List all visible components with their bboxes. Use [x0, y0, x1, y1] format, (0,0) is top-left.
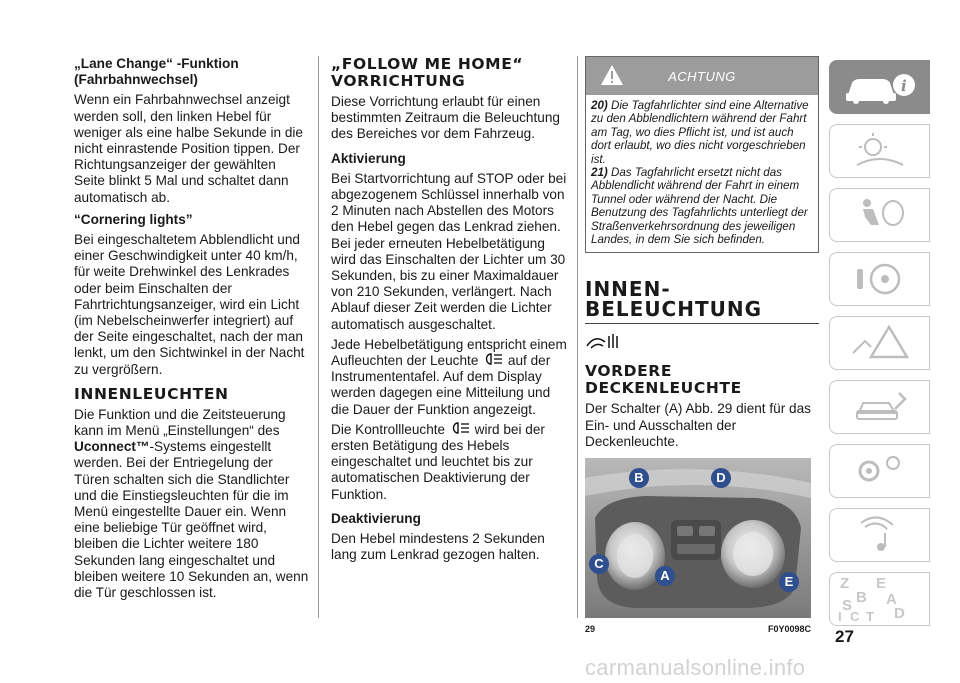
kontrollleuchte-text: Die Kontrollleuchte wird bei der ersten Betätigung des Hebels eingeschaltet und leuchtet bis zur automatischen Deaktivierung der Funktion.	[331, 421, 545, 502]
figure-number: 29	[585, 624, 596, 635]
tab-maintenance[interactable]	[829, 380, 930, 434]
tab-multimedia[interactable]	[829, 508, 930, 562]
music-note-icon	[845, 515, 915, 555]
warning-item-20: 20) Die Tagfahrlichter sind eine Alternative zu den Abblendlichtern während der Fahrt am Tag, wo dies Pflicht ist, und ist auch dort erlaubt, wo dies nicht vorgeschrieben ist.	[591, 99, 809, 166]
column-1	[74, 56, 310, 601]
column-2	[331, 56, 567, 563]
page-number: 27	[835, 627, 854, 646]
warning-header	[586, 57, 818, 95]
vordere-deckenleuchte-text: Der Schalter (A) Abb. 29 dient für das Ein- und Ausschalten der Deckenleuchte.	[585, 401, 811, 449]
aktivierung-heading: Aktivierung	[331, 150, 406, 166]
chapter-tabs	[829, 60, 928, 636]
cornering-text: Bei eingeschaltetem Abblendlicht und einer Geschwindigkeit unter 40 km/h, für weite Drehwinkel des Lenkrades oder beim Einschalten der Fahrtrichtungsanzeiger, wird ein Licht (im Nebelscheinwerfer integriert) auf der Seite eingeschaltet, nach der man lenkt, um den Sichtwinkel in der Nacht zu vergrößern.	[74, 232, 305, 377]
deaktivierung-text: Den Hebel mindestens 2 Sekunden lang zum Lenkrad gezogen halten.	[331, 531, 545, 563]
warning-label: ACHTUNG	[668, 69, 736, 84]
tab-dashboard[interactable]	[829, 124, 930, 178]
tab-emergency[interactable]	[829, 316, 930, 370]
figure-label-a: A	[655, 566, 675, 586]
tab-vehicle-info[interactable]	[829, 60, 930, 114]
svg-text:i: i	[900, 77, 907, 95]
tab-technical-data[interactable]	[829, 444, 930, 498]
innenleuchten-text: Die Funktion und die Zeitsteuerung kann im Menü „Einstellungen“ des Uconnect™-Systems eingestellt werden. Bei der Entriegelung der Türen schalten sich die Standlichter und die Einstiegsleuchten für die im Menü eingestellte Dauer ein. Wenn eine beliebige Tür geöffnet wird, bleiben die Lichter weitere 180 Sekunden lang eingeschaltet und bleiben weitere 10 Sekunden an, wenn die Tür geschlossen ist.	[74, 406, 309, 601]
column-divider-2	[577, 56, 578, 618]
figure-label-e: E	[779, 572, 799, 592]
warning-body	[586, 95, 818, 252]
warning-box	[585, 56, 819, 253]
headlight-icon	[449, 422, 471, 437]
car-maintenance-icon	[845, 387, 915, 427]
index-letter: T	[866, 609, 874, 624]
warning-triangle-icon	[845, 323, 915, 363]
headlight-icon	[482, 353, 504, 368]
lane-change-heading: „Lane Change“ -Funktion (Fahrbahnwechsel)	[74, 56, 239, 88]
warning-item-21: 21) Das Tagfahrlicht ersetzt nicht das Abblendlicht während der Fahrt in einem Tunnel oder während der Nacht. Die Benutzung des Tagfahrlichts unterliegt der Straßenverkehrsordnung des jeweiligen Landes, in dem Sie sich befinden.	[591, 166, 808, 247]
index-letter: C	[850, 609, 860, 624]
column-divider-1	[318, 56, 319, 618]
cornering-heading: “Cornering lights”	[74, 211, 193, 227]
index-letter: B	[856, 589, 867, 606]
aktivierung-text-2: Jede Hebelbetätigung entspricht einem Aufleuchten der Leuchte auf der Instrumententafel. Auf dem Display werden dagegen eine Mitteilung und die Dauer der Funktion angezeigt.	[331, 336, 567, 417]
figure-caption	[585, 624, 811, 634]
watermark: carmanualsonline.info	[585, 655, 806, 680]
deaktivierung-heading: Deaktivierung	[331, 510, 421, 526]
tab-driving[interactable]	[829, 252, 930, 306]
figure-label-d: D	[711, 468, 731, 488]
section-title: INNEN-BELEUCHTUNG	[585, 277, 763, 322]
figure-code: F0Y0098C	[767, 624, 811, 635]
lane-change-text: Wenn ein Fahrbahnwechsel anzeigt werden soll, den linken Hebel für weniger als eine halbe Sekunde in die nicht einrastende Position tippen. Der Richtungsanzeiger der gewählten Seite blinkt 5 Mal und schaltet dann automatisch ab.	[74, 92, 303, 205]
tab-safety[interactable]	[829, 188, 930, 242]
innenleuchten-heading: INNENLEUCHTEN	[74, 384, 229, 403]
vordere-deckenleuchte-heading: VORDERE DECKENLEUCHTE	[585, 362, 742, 398]
follow-me-home-text: Diese Vorrichtung erlaubt für einen bestimmten Zeitraum die Beleuchtung des Bereiches vor dem Fahrzeug.	[331, 94, 560, 142]
index-letter: Z	[840, 575, 850, 592]
index-letter: I	[838, 609, 842, 624]
index-letter: E	[876, 575, 887, 592]
uconnect-label: Uconnect™	[74, 439, 150, 455]
column-3	[585, 56, 819, 634]
aktivierung-text: Bei Startvorrichtung auf STOP oder bei abgezogenem Schlüssel innerhalb von 2 Minuten nach Abstellen des Motors den Hebel gegen das Lenkrad ziehen. Bei jeder erneuten Hebelbetätigung wird das Einschalten der Lichter um 30 Sekunden, bis zu einer Maximaldauer von 210 Sekunden, verlängert. Nach Ablauf dieser Zeit werden die Lichter automatisch ausgeschaltet.	[331, 170, 567, 332]
title-rule	[585, 323, 819, 324]
figure-29	[585, 458, 811, 618]
tab-index[interactable]	[829, 572, 930, 626]
car-info-icon	[840, 67, 920, 107]
airbag-icon	[845, 195, 915, 235]
index-letter: D	[894, 605, 905, 622]
figure-label-b: B	[629, 468, 649, 488]
ceiling-light-illustration	[585, 458, 811, 618]
follow-me-home-heading: „FOLLOW ME HOME“ VORRICHTUNG	[331, 55, 524, 90]
dashboard-lights-icon	[845, 131, 915, 171]
steering-wheel-icon	[845, 259, 915, 299]
figure-label-c: C	[589, 554, 609, 574]
index-letter: A	[886, 591, 897, 608]
interior-light-icon	[585, 332, 819, 357]
index-letter: S	[842, 597, 853, 614]
gear-icon	[845, 451, 915, 491]
